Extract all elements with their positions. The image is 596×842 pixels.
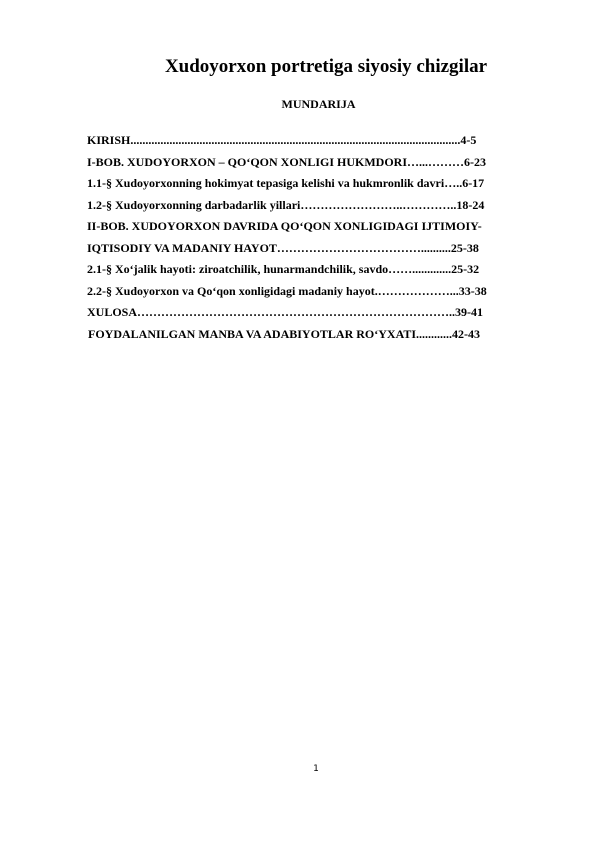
toc-entry-chapter-1: I-BOB. XUDOYORXON – QO‘QON XONLIGI HUKMDORI…...………6-23 xyxy=(87,154,487,169)
toc-entry-section-2-2: 2.2-§ Xudoyorxon va Qo‘qon xonligidagi madaniy hayot.………………...33-38 xyxy=(87,283,487,298)
toc-entry-section-1-2: 1.2-§ Xudoyorxonning darbadarlik yillari……………………..…………..18-24 xyxy=(87,197,485,212)
toc-entry-section-2-1: 2.1-§ Xo‘jalik hayoti: ziroatchilik, hunarmandchilik, savdo…….............25-32 xyxy=(87,262,480,276)
toc-entry-chapter-2-line-1: II-BOB. XUDOYORXON DAVRIDA QO‘QON XONLIGIDAGI IJTIMOIY- xyxy=(87,219,482,233)
page-number: 1 xyxy=(313,764,319,774)
toc-entry-references: FOYDALANILGAN MANBA VA ADABIYOTLAR RO‘YXATI............42-43 xyxy=(88,326,481,341)
toc-entry-xulosa: XULOSA……………………………………………………………………..39-41 xyxy=(87,305,484,319)
toc-entry-section-1-1: 1.1-§ Xudoyorxonning hokimyat tepasiga kelishi va hukmronlik davri…..6-17 xyxy=(87,176,485,190)
table-of-contents xyxy=(87,130,555,345)
toc-heading: MUNDARIJA xyxy=(281,97,356,111)
toc-entry-chapter-2-line-2: IQTISODIY VA MADANIY HAYOT………………………………..........25-38 xyxy=(87,240,479,255)
toc-entry-kirish: KIRISH..............................................................................................................4-5 xyxy=(87,133,477,147)
document-title: Xudoyorxon portretiga siyosiy chizgilar xyxy=(164,56,488,77)
